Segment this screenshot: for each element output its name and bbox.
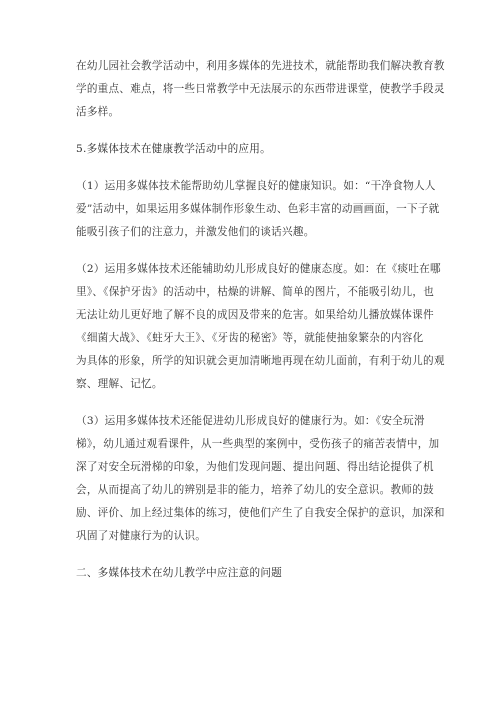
paragraph-item-1-line-2: 爱”活动中，如果运用多媒体制作形象生动、色彩丰富的动画画面，一下子就 <box>76 203 440 215</box>
paragraph-item-1-line-1: （1）运用多媒体技术能帮助幼儿掌握良好的健康知识。如：“干净食物人人 <box>76 180 436 192</box>
paragraph-item-3-line-5: 励、评价、加上经过集体的练习，使他们产生了自我安全保护的意识，加深和 <box>76 507 445 519</box>
paragraph-item-3-line-3: 深了对安全玩滑梯的印象，为他们发现问题、提出问题、得出结论提供了机 <box>76 461 434 473</box>
paragraph-item-3-line-4: 会，从而提高了幼儿的辨别是非的能力，培养了幼儿的安全意识。教师的鼓 <box>76 484 434 496</box>
paragraph-social-teaching-line-1: 在幼儿园社会教学活动中，利用多媒体的先进技术，就能帮助我们解决教育教 <box>76 60 445 72</box>
paragraph-item-3-line-2: 梯》，幼儿通过观看课件，从一些典型的案例中，受伤孩子的痛苦表情中，加 <box>76 438 440 450</box>
paragraph-item-2-line-2: 里》、《保护牙齿》的活动中，枯燥的讲解、简单的图片，不能吸引幼儿，也 <box>76 286 435 298</box>
paragraph-item-2-line-3: 无法让幼儿更好地了解不良的成因及带来的危害。如果给幼儿播放媒体课件 <box>76 309 434 321</box>
paragraph-item-3-line-6: 巩固了对健康行为的认识。 <box>76 530 207 542</box>
paragraph-social-teaching-line-2: 学的重点、难点，将一些日常教学中无法展示的东西带进课堂，使教学手段灵 <box>76 83 445 95</box>
section-heading-health-teaching: 5.多媒体技术在健康教学活动中的应用。 <box>76 143 271 155</box>
paragraph-item-2-line-4: 《细菌大战》、《蛀牙大王》、《牙齿的秘密》等，就能使抽象繁杂的内容化 <box>76 332 424 344</box>
paragraph-item-2-line-1: （2）运用多媒体技术还能辅助幼儿形成良好的健康态度。如：在《痰吐在哪 <box>76 263 441 275</box>
paragraph-item-1-line-3: 能吸引孩子们的注意力，并激发他们的谈话兴趣。 <box>76 226 315 238</box>
paragraph-item-3-line-1: （3）运用多媒体技术还能促进幼儿形成良好的健康行为。如：《安全玩滑 <box>76 415 425 427</box>
paragraph-item-2-line-5: 为具体的形象，所学的知识就会更加清晰地再现在幼儿面前，有利于幼儿的观 <box>76 355 445 367</box>
paragraph-item-2-line-6: 察、理解、记忆。 <box>76 378 163 390</box>
section-heading-attention-issues: 二、多媒体技术在幼儿教学中应注意的问题 <box>76 567 283 579</box>
paragraph-social-teaching-line-3: 活多样。 <box>76 106 120 118</box>
